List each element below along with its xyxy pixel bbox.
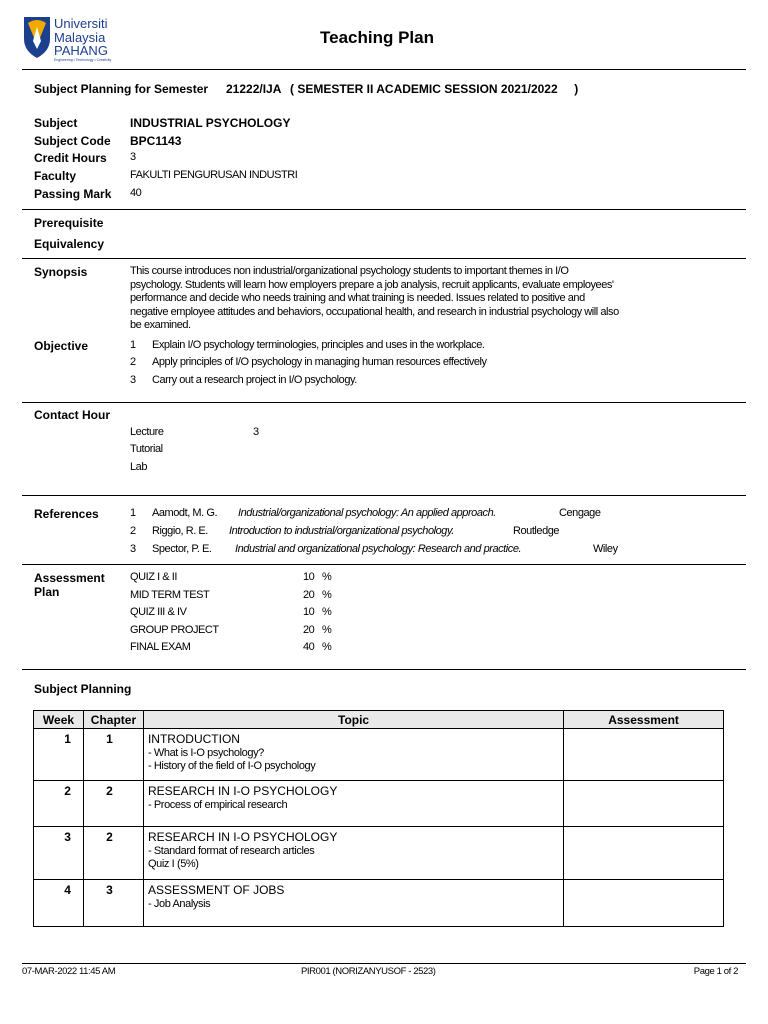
assessment-cell — [564, 880, 724, 927]
passing-mark-value: 40 — [130, 187, 142, 199]
assessment-name: GROUP PROJECT — [130, 624, 219, 636]
synopsis-label: Synopsis — [34, 265, 88, 279]
assessment-name: MID TERM TEST — [130, 589, 210, 601]
assessment-header: Assessment — [564, 711, 724, 729]
objective-text: Apply principles of I/O psychology in managing human resources effectively — [152, 356, 487, 368]
reference-number: 2 — [130, 525, 137, 537]
subject-code-label: Subject Code — [34, 134, 111, 148]
assessment-plan-label: Assessment — [34, 571, 105, 585]
assessment-cell — [564, 729, 724, 781]
assessment-unit: % — [322, 606, 332, 618]
subject-label: Subject — [34, 116, 78, 130]
topic-cell — [143, 880, 563, 927]
topic-line: - Standard format of research articles — [147, 844, 315, 857]
assessment-value: 10 — [303, 606, 315, 618]
assessment-name: FINAL EXAM — [130, 641, 191, 653]
topic-header: Topic — [143, 711, 563, 729]
topic-cell — [143, 827, 563, 880]
assessment-unit: % — [322, 571, 332, 583]
assessment-unit: % — [322, 641, 332, 653]
chapter-cell: 2 — [83, 781, 143, 827]
topic-cell — [143, 781, 563, 827]
objective-number: 2 — [130, 356, 137, 368]
topic-line: - Process of empirical research — [147, 798, 288, 811]
reference-publisher: Cengage — [559, 507, 601, 519]
assessment-value: 20 — [303, 624, 315, 636]
reference-title: Industrial and organizational psychology: Research and practice. — [235, 543, 522, 555]
assessment-unit: % — [322, 624, 332, 636]
chapter-cell: 2 — [83, 827, 143, 880]
faculty-value: FAKULTI PENGURUSAN INDUSTRI — [130, 169, 298, 181]
week-header: Week — [34, 711, 84, 729]
subject-planning-label: Subject Planning — [34, 682, 132, 696]
page-title: Teaching Plan — [320, 28, 434, 47]
reference-number: 1 — [130, 507, 137, 519]
objective-number: 1 — [130, 339, 137, 351]
table-row — [34, 781, 724, 827]
divider — [22, 69, 746, 70]
week-cell: 1 — [34, 729, 84, 781]
objective-text: Carry out a research project in I/O psychology. — [152, 374, 357, 386]
chapter-cell: 3 — [83, 880, 143, 927]
assessment-value: 10 — [303, 571, 315, 583]
university-logo — [22, 15, 122, 63]
divider — [22, 669, 746, 670]
footer-page-number: Page 1 of 2 — [693, 966, 738, 977]
table-row — [34, 827, 724, 880]
reference-author: Spector, P. E. — [152, 543, 212, 555]
table-row — [34, 729, 724, 781]
assessment-name: QUIZ III & IV — [130, 606, 187, 618]
footer-document-id: PIR001 (NORIZANYUSOF - 2523) — [301, 966, 436, 977]
semester-code: 21222/IJA — [226, 82, 282, 96]
reference-author: Aamodt, M. G. — [152, 507, 218, 519]
synopsis-text: This course introduces non industrial/organizational psychology students to important themes in I/O psychology. Students will learn how employers prepare a job analysis, recruit applicants, evaluate employees' performance and decide who needs training and what training is needed. Issues related to positive and negative employee attitudes and behaviors, occupational health, and research in industrial psychology will also be examined. — [130, 265, 619, 331]
assessment-plan-label: Plan — [34, 585, 60, 599]
reference-title: Introduction to industrial/organizational psychology. — [229, 525, 454, 537]
assessment-cell — [564, 827, 724, 880]
prerequisite-label: Prerequisite — [34, 216, 104, 230]
contact-type: Lab — [130, 461, 148, 473]
credit-hours-label: Credit Hours — [34, 151, 107, 165]
reference-number: 3 — [130, 543, 137, 555]
logo-tagline: Engineering • Technology • Creativity — [54, 58, 112, 62]
topic-title: RESEARCH IN I-O PSYCHOLOGY — [147, 830, 338, 844]
topic-title: RESEARCH IN I-O PSYCHOLOGY — [147, 784, 338, 798]
topic-line: - What is I-O psychology? — [147, 746, 264, 759]
equivalency-label: Equivalency — [34, 237, 105, 251]
divider — [22, 258, 746, 259]
week-cell: 3 — [34, 827, 84, 880]
contact-type: Lecture — [130, 426, 164, 438]
topic-line: - History of the field of I-O psychology — [147, 760, 316, 772]
chapter-header: Chapter — [83, 711, 143, 729]
week-cell: 4 — [34, 880, 84, 927]
subject-value: INDUSTRIAL PSYCHOLOGY — [130, 116, 291, 130]
references-label: References — [34, 507, 99, 521]
topic-cell — [143, 729, 563, 781]
objective-number: 3 — [130, 374, 137, 386]
assessment-unit: % — [322, 589, 332, 601]
reference-publisher: Wiley — [593, 543, 618, 555]
divider — [22, 495, 746, 496]
subject-code-value: BPC1143 — [130, 134, 182, 148]
reference-publisher: Routledge — [513, 525, 560, 537]
assessment-value: 20 — [303, 589, 315, 601]
semester-session: ( SEMESTER II ACADEMIC SESSION 2021/2022 ) — [290, 82, 579, 96]
contact-hour-label: Contact Hour — [34, 408, 110, 422]
divider — [22, 564, 746, 565]
subject-planning-table — [33, 710, 724, 927]
topic-title: INTRODUCTION — [147, 732, 240, 746]
contact-hours-value: 3 — [253, 426, 259, 438]
assessment-value: 40 — [303, 641, 315, 653]
objective-label: Objective — [34, 339, 89, 353]
reference-author: Riggio, R. E. — [152, 525, 208, 537]
topic-line: Quiz I (5%) — [147, 858, 199, 870]
passing-mark-label: Passing Mark — [34, 187, 112, 201]
objective-text: Explain I/O psychology terminologies, principles and uses in the workplace. — [152, 339, 485, 351]
footer-divider — [22, 963, 746, 964]
faculty-label: Faculty — [34, 169, 77, 183]
table-header-row — [34, 711, 724, 729]
week-cell: 2 — [34, 781, 84, 827]
contact-type: Tutorial — [130, 443, 163, 455]
reference-title: Industrial/organizational psychology: An applied approach. — [238, 507, 496, 519]
footer-date: 07-MAR-2022 11:45 AM — [22, 966, 116, 977]
shield-crest-icon — [22, 15, 52, 59]
logo-wordmark: Universiti Malaysia PAHANG — [54, 16, 108, 58]
assessment-cell — [564, 781, 724, 827]
divider — [22, 209, 746, 210]
topic-title: ASSESSMENT OF JOBS — [147, 883, 285, 897]
table-row — [34, 880, 724, 927]
assessment-name: QUIZ I & II — [130, 571, 177, 583]
semester-label: Subject Planning for Semester — [34, 82, 209, 96]
chapter-cell: 1 — [83, 729, 143, 781]
credit-hours-value: 3 — [130, 151, 136, 163]
topic-line: - Job Analysis — [147, 897, 211, 910]
divider — [22, 402, 746, 403]
